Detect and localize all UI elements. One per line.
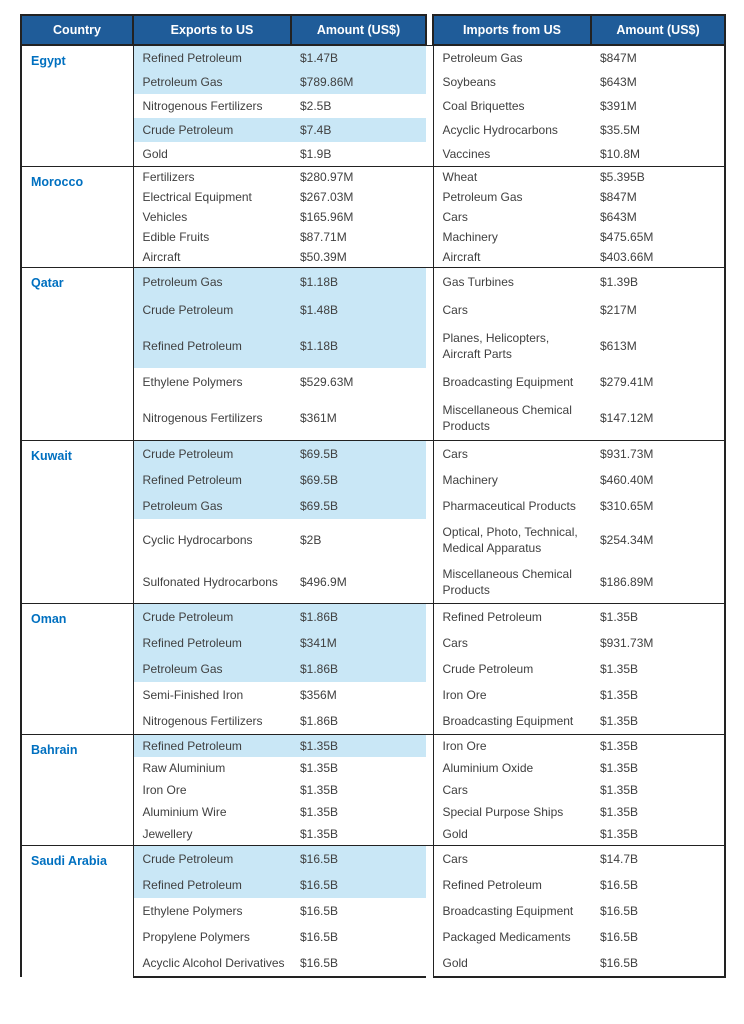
export-name-cell: Crude Petroleum (133, 118, 291, 142)
export-amount-cell: $87.71M (291, 227, 426, 247)
import-name-cell: Vaccines (433, 142, 591, 167)
country-cell: Oman (21, 604, 133, 735)
export-amount-cell: $529.63M (291, 368, 426, 396)
export-name-cell: Propylene Polymers (133, 924, 291, 950)
import-name-cell: Petroleum Gas (433, 45, 591, 70)
import-name-cell: Soybeans (433, 70, 591, 94)
import-amount-cell: $5.395B (591, 167, 725, 188)
export-name-cell: Petroleum Gas (133, 656, 291, 682)
import-name-cell: Gas Turbines (433, 268, 591, 297)
export-amount-cell: $69.5B (291, 493, 426, 519)
import-name-cell: Miscellaneous Chemical Products (433, 396, 591, 441)
import-amount-cell: $931.73M (591, 441, 725, 468)
import-name-cell: Coal Briquettes (433, 94, 591, 118)
column-gap (426, 167, 433, 268)
export-name-cell: Jewellery (133, 823, 291, 846)
export-amount-cell: $16.5B (291, 950, 426, 977)
export-amount-cell: $16.5B (291, 898, 426, 924)
import-name-cell: Aluminium Oxide (433, 757, 591, 779)
import-amount-cell: $16.5B (591, 924, 725, 950)
import-name-cell: Cars (433, 207, 591, 227)
import-amount-cell: $147.12M (591, 396, 725, 441)
import-name-cell: Optical, Photo, Technical, Medical Apparatus (433, 519, 591, 561)
import-name-cell: Gold (433, 823, 591, 846)
export-amount-cell: $1.86B (291, 604, 426, 631)
export-amount-cell: $69.5B (291, 467, 426, 493)
import-amount-cell: $1.35B (591, 656, 725, 682)
export-amount-cell: $280.97M (291, 167, 426, 188)
header-imports: Imports from US (433, 15, 591, 45)
import-amount-cell: $1.35B (591, 779, 725, 801)
export-amount-cell: $165.96M (291, 207, 426, 227)
import-amount-cell: $931.73M (591, 630, 725, 656)
export-amount-cell: $16.5B (291, 872, 426, 898)
country-cell: Bahrain (21, 735, 133, 846)
export-amount-cell: $1.48B (291, 296, 426, 324)
header-export-amount: Amount (US$) (291, 15, 426, 45)
export-name-cell: Crude Petroleum (133, 296, 291, 324)
table-row (21, 167, 725, 188)
export-name-cell: Refined Petroleum (133, 45, 291, 70)
export-amount-cell: $789.86M (291, 70, 426, 94)
table-row (21, 45, 725, 70)
export-name-cell: Aircraft (133, 247, 291, 268)
header-row (21, 15, 725, 45)
export-name-cell: Nitrogenous Fertilizers (133, 94, 291, 118)
export-name-cell: Petroleum Gas (133, 70, 291, 94)
export-name-cell: Aluminium Wire (133, 801, 291, 823)
import-name-cell: Planes, Helicopters, Aircraft Parts (433, 324, 591, 368)
country-cell: Qatar (21, 268, 133, 441)
import-amount-cell: $1.35B (591, 735, 725, 758)
export-amount-cell: $356M (291, 682, 426, 708)
export-amount-cell: $1.86B (291, 708, 426, 735)
import-name-cell: Machinery (433, 227, 591, 247)
import-name-cell: Acyclic Hydrocarbons (433, 118, 591, 142)
export-name-cell: Vehicles (133, 207, 291, 227)
import-name-cell: Refined Petroleum (433, 872, 591, 898)
export-name-cell: Refined Petroleum (133, 324, 291, 368)
export-amount-cell: $361M (291, 396, 426, 441)
import-amount-cell: $403.66M (591, 247, 725, 268)
import-amount-cell: $310.65M (591, 493, 725, 519)
export-name-cell: Edible Fruits (133, 227, 291, 247)
table-header (21, 15, 725, 45)
table-row (21, 846, 725, 873)
country-section (21, 45, 725, 167)
column-gap (426, 268, 433, 441)
export-amount-cell: $1.18B (291, 324, 426, 368)
import-amount-cell: $1.35B (591, 682, 725, 708)
export-amount-cell: $7.4B (291, 118, 426, 142)
export-name-cell: Electrical Equipment (133, 187, 291, 207)
export-amount-cell: $267.03M (291, 187, 426, 207)
export-name-cell: Gold (133, 142, 291, 167)
country-cell: Egypt (21, 45, 133, 167)
export-name-cell: Refined Petroleum (133, 467, 291, 493)
header-exports: Exports to US (133, 15, 291, 45)
import-amount-cell: $217M (591, 296, 725, 324)
country-section (21, 268, 725, 441)
export-name-cell: Semi-Finished Iron (133, 682, 291, 708)
export-amount-cell: $1.35B (291, 823, 426, 846)
import-amount-cell: $16.5B (591, 872, 725, 898)
import-amount-cell: $279.41M (591, 368, 725, 396)
import-name-cell: Aircraft (433, 247, 591, 268)
import-amount-cell: $475.65M (591, 227, 725, 247)
import-name-cell: Cars (433, 441, 591, 468)
export-amount-cell: $16.5B (291, 924, 426, 950)
import-name-cell: Broadcasting Equipment (433, 898, 591, 924)
export-amount-cell: $2.5B (291, 94, 426, 118)
import-name-cell: Broadcasting Equipment (433, 708, 591, 735)
export-name-cell: Cyclic Hydrocarbons (133, 519, 291, 561)
column-gap (426, 441, 433, 604)
import-name-cell: Petroleum Gas (433, 187, 591, 207)
export-name-cell: Crude Petroleum (133, 604, 291, 631)
country-cell: Kuwait (21, 441, 133, 604)
header-import-amount: Amount (US$) (591, 15, 725, 45)
import-amount-cell: $847M (591, 187, 725, 207)
import-name-cell: Packaged Medicaments (433, 924, 591, 950)
country-cell: Saudi Arabia (21, 846, 133, 978)
column-gap (426, 604, 433, 735)
column-gap (426, 735, 433, 846)
export-name-cell: Ethylene Polymers (133, 368, 291, 396)
import-amount-cell: $1.35B (591, 823, 725, 846)
export-name-cell: Refined Petroleum (133, 630, 291, 656)
import-name-cell: Special Purpose Ships (433, 801, 591, 823)
export-amount-cell: $1.35B (291, 757, 426, 779)
import-amount-cell: $1.35B (591, 801, 725, 823)
export-amount-cell: $341M (291, 630, 426, 656)
export-name-cell: Iron Ore (133, 779, 291, 801)
import-name-cell: Iron Ore (433, 682, 591, 708)
import-name-cell: Miscellaneous Chemical Products (433, 561, 591, 604)
table-row (21, 604, 725, 631)
export-name-cell: Sulfonated Hydrocarbons (133, 561, 291, 604)
export-name-cell: Ethylene Polymers (133, 898, 291, 924)
export-amount-cell: $69.5B (291, 441, 426, 468)
export-amount-cell: $1.35B (291, 801, 426, 823)
import-name-cell: Crude Petroleum (433, 656, 591, 682)
header-country: Country (21, 15, 133, 45)
import-name-cell: Pharmaceutical Products (433, 493, 591, 519)
export-amount-cell: $1.35B (291, 779, 426, 801)
import-name-cell: Wheat (433, 167, 591, 188)
export-name-cell: Raw Aluminium (133, 757, 291, 779)
country-section (21, 167, 725, 268)
import-amount-cell: $1.35B (591, 708, 725, 735)
import-amount-cell: $14.7B (591, 846, 725, 873)
export-name-cell: Crude Petroleum (133, 846, 291, 873)
import-amount-cell: $16.5B (591, 950, 725, 977)
table-row (21, 441, 725, 468)
export-amount-cell: $1.18B (291, 268, 426, 297)
export-amount-cell: $1.86B (291, 656, 426, 682)
export-amount-cell: $16.5B (291, 846, 426, 873)
import-name-cell: Cars (433, 779, 591, 801)
country-section (21, 846, 725, 978)
export-name-cell: Nitrogenous Fertilizers (133, 396, 291, 441)
import-amount-cell: $1.35B (591, 757, 725, 779)
import-amount-cell: $1.35B (591, 604, 725, 631)
import-name-cell: Cars (433, 846, 591, 873)
import-amount-cell: $847M (591, 45, 725, 70)
export-amount-cell: $1.9B (291, 142, 426, 167)
header-column-gap (426, 15, 433, 45)
export-amount-cell: $2B (291, 519, 426, 561)
import-name-cell: Broadcasting Equipment (433, 368, 591, 396)
import-amount-cell: $35.5M (591, 118, 725, 142)
export-name-cell: Refined Petroleum (133, 872, 291, 898)
export-name-cell: Crude Petroleum (133, 441, 291, 468)
export-amount-cell: $1.35B (291, 735, 426, 758)
export-name-cell: Acyclic Alcohol Derivatives (133, 950, 291, 977)
export-amount-cell: $1.47B (291, 45, 426, 70)
export-name-cell: Nitrogenous Fertilizers (133, 708, 291, 735)
import-name-cell: Iron Ore (433, 735, 591, 758)
import-amount-cell: $186.89M (591, 561, 725, 604)
import-amount-cell: $460.40M (591, 467, 725, 493)
country-section (21, 604, 725, 735)
import-amount-cell: $643M (591, 207, 725, 227)
import-name-cell: Refined Petroleum (433, 604, 591, 631)
import-amount-cell: $643M (591, 70, 725, 94)
table-row (21, 735, 725, 758)
import-amount-cell: $254.34M (591, 519, 725, 561)
export-amount-cell: $496.9M (291, 561, 426, 604)
table-row (21, 268, 725, 297)
export-name-cell: Refined Petroleum (133, 735, 291, 758)
column-gap (426, 846, 433, 978)
country-section (21, 735, 725, 846)
import-amount-cell: $10.8M (591, 142, 725, 167)
country-section (21, 441, 725, 604)
import-amount-cell: $391M (591, 94, 725, 118)
import-amount-cell: $613M (591, 324, 725, 368)
import-name-cell: Machinery (433, 467, 591, 493)
import-amount-cell: $16.5B (591, 898, 725, 924)
export-name-cell: Petroleum Gas (133, 268, 291, 297)
export-name-cell: Fertilizers (133, 167, 291, 188)
trade-table (20, 14, 726, 978)
export-amount-cell: $50.39M (291, 247, 426, 268)
import-name-cell: Gold (433, 950, 591, 977)
column-gap (426, 45, 433, 167)
import-name-cell: Cars (433, 296, 591, 324)
export-name-cell: Petroleum Gas (133, 493, 291, 519)
import-name-cell: Cars (433, 630, 591, 656)
import-amount-cell: $1.39B (591, 268, 725, 297)
country-cell: Morocco (21, 167, 133, 268)
